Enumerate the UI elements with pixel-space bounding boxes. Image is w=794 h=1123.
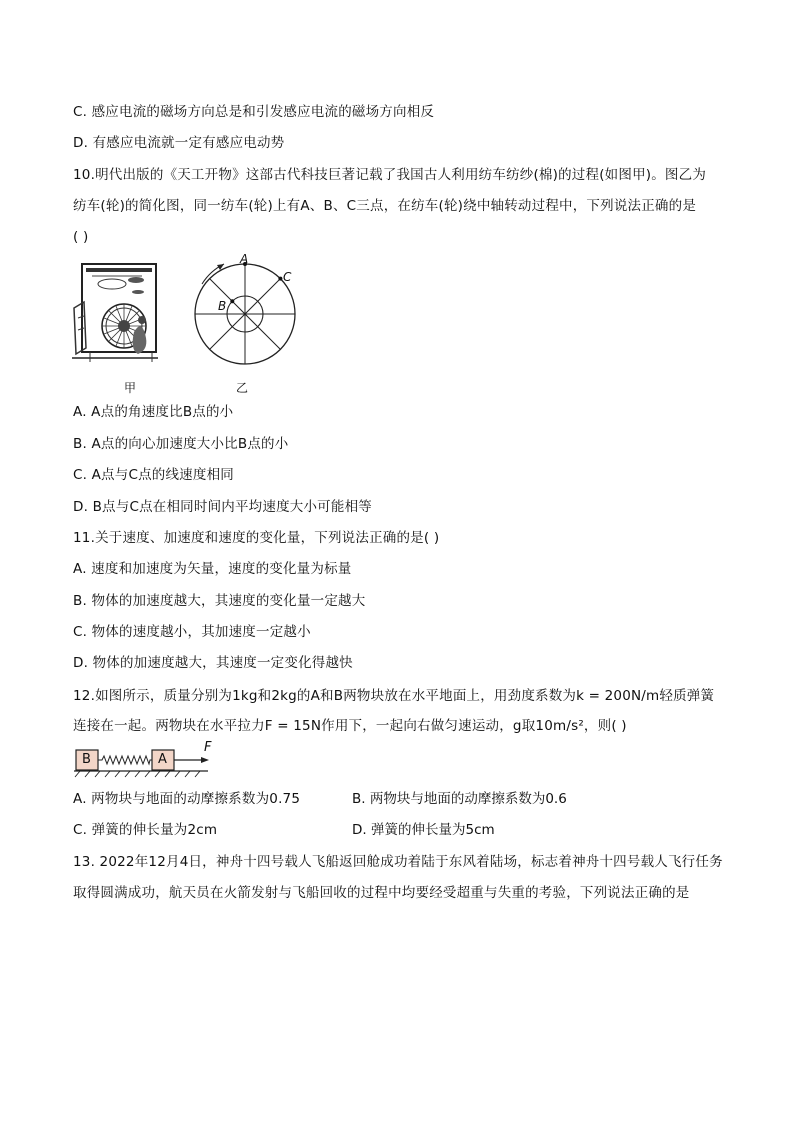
q11-stem: 11.关于速度、加速度和速度的变化量，下列说法正确的是( ) bbox=[73, 530, 440, 546]
block-b-label: B bbox=[82, 752, 91, 767]
q12-option-c: C. 弹簧的伸长量为2cm bbox=[73, 822, 218, 838]
q9-option-c: C. 感应电流的磁场方向总是和引发感应电流的磁场方向相反 bbox=[73, 104, 435, 120]
blocks-spring-diagram bbox=[72, 742, 212, 778]
q12-stem-line2: 连接在一起。两物块在水平拉力F = 15N作用下，一起向右做匀速运动，g取10m/s²，则( ) bbox=[73, 718, 627, 734]
q12-option-b: B. 两物块与地面的动摩擦系数为0.6 bbox=[352, 791, 567, 807]
q11-option-b: B. 物体的加速度越大，其速度的变化量一定越大 bbox=[73, 593, 366, 609]
wheel-label-a: A bbox=[240, 252, 249, 266]
q10-option-c: C. A点与C点的线速度相同 bbox=[73, 467, 234, 483]
q10-stem-line3: ( ) bbox=[73, 229, 89, 245]
block-a-label: A bbox=[158, 752, 167, 767]
force-label: F bbox=[204, 740, 212, 755]
wheel-label-c: C bbox=[283, 270, 292, 284]
figure-yi-caption: 乙 bbox=[236, 381, 249, 395]
q13-stem-line1: 13. 2022年12月4日，神舟十四号载人飞船返回舱成功着陆于东风着陆场，标志着神舟十四号载人飞行任务 bbox=[73, 854, 723, 870]
q12-stem-line1: 12.如图所示，质量分别为1kg和2kg的A和B两物块放在水平地面上，用劲度系数为k = 200N/m轻质弹簧 bbox=[73, 688, 715, 704]
q11-option-a: A. 速度和加速度为矢量，速度的变化量为标量 bbox=[73, 561, 352, 577]
wheel-label-b: B bbox=[218, 299, 227, 313]
q10-option-a: A. A点的角速度比B点的小 bbox=[73, 404, 234, 420]
q10-stem-line2: 纺车(轮)的简化图，同一纺车(轮)上有A、B、C三点，在纺车(轮)绕中轴转动过程中，下列说法正确的是 bbox=[73, 198, 697, 214]
q11-option-d: D. 物体的加速度越大，其速度一定变化得越快 bbox=[73, 655, 353, 671]
q10-stem-line1: 10.明代出版的《天工开物》这部古代科技巨著记载了我国古人利用纺车纺纱(棉)的过程(如图甲)。图乙为 bbox=[73, 167, 707, 183]
q10-option-b: B. A点的向心加速度大小比B点的小 bbox=[73, 436, 289, 452]
wheel-diagram bbox=[188, 254, 298, 370]
q12-option-a: A. 两物块与地面的动摩擦系数为0.75 bbox=[73, 791, 301, 807]
q13-stem-line2: 取得圆满成功，航天员在火箭发射与飞船回收的过程中均要经受超重与失重的考验，下列说法正确的是 bbox=[73, 885, 690, 901]
q11-option-c: C. 物体的速度越小，其加速度一定越小 bbox=[73, 624, 311, 640]
spinning-wheel-illustration bbox=[72, 258, 160, 368]
q10-option-d: D. B点与C点在相同时间内平均速度大小可能相等 bbox=[73, 499, 372, 515]
q12-option-d: D. 弹簧的伸长量为5cm bbox=[352, 822, 495, 838]
q9-option-d: D. 有感应电流就一定有感应电动势 bbox=[73, 135, 285, 151]
figure-jia-caption: 甲 bbox=[124, 381, 137, 395]
